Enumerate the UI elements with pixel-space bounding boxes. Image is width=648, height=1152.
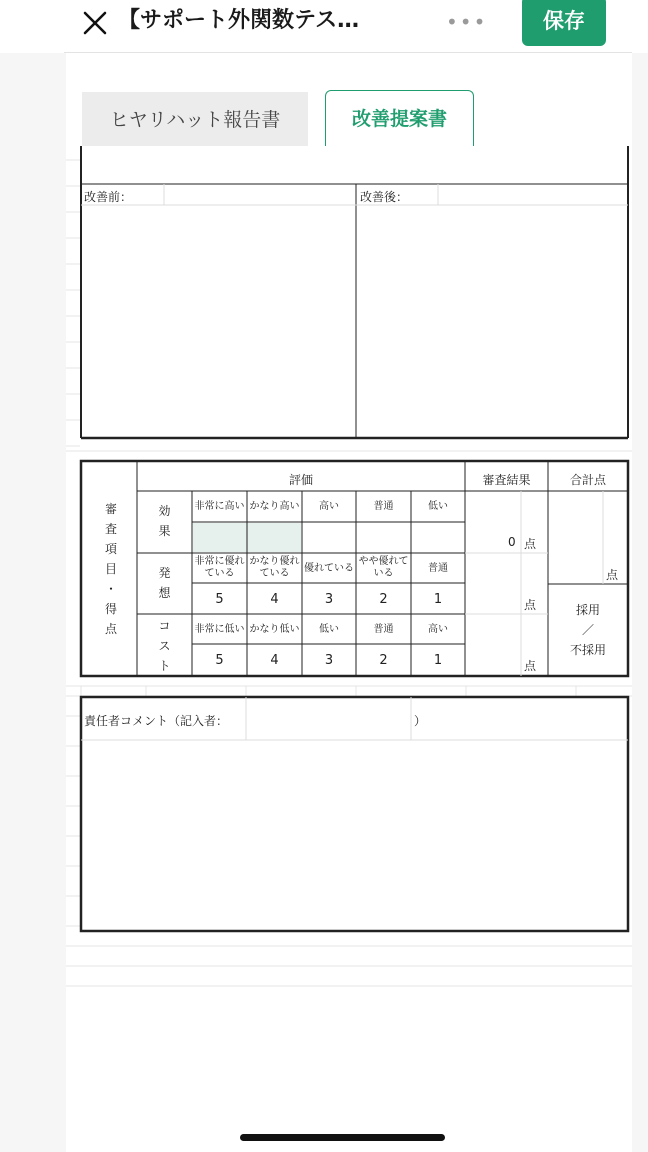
review-result-header: 審査結果: [482, 473, 531, 487]
spreadsheet-view[interactable]: [66, 146, 632, 1106]
tab-improvement-proposal[interactable]: 改善提案書: [325, 90, 474, 146]
after-content-area[interactable]: [358, 206, 627, 436]
score-cell[interactable]: 3: [324, 653, 334, 668]
more-options-icon[interactable]: •••: [446, 10, 488, 34]
option-cell[interactable]: かなり低い: [249, 624, 300, 635]
row-label-effect: 効 果: [158, 504, 171, 538]
score-cell[interactable]: 3: [324, 592, 334, 607]
option-cell[interactable]: 高い: [428, 624, 448, 635]
after-label: 改善後：: [360, 190, 409, 204]
manager-comment-label: 責任者コメント（記入者：: [84, 714, 229, 728]
score-cell[interactable]: 4: [270, 653, 279, 668]
score-cell[interactable]: 5: [215, 592, 224, 607]
effect-result-unit: 点: [524, 537, 537, 551]
tab-hiyari-hatto-report[interactable]: ヒヤリハット報告書: [82, 92, 308, 146]
score-cell[interactable]: 4: [270, 592, 279, 607]
score-cell[interactable]: 5: [215, 653, 224, 668]
sheet-gutter-right: [632, 53, 648, 1152]
home-indicator: [240, 1134, 445, 1141]
option-cell[interactable]: 低い: [319, 624, 339, 635]
top-bar: [0, 0, 648, 52]
option-cell[interactable]: 優れている: [304, 563, 354, 574]
option-cell[interactable]: 高い: [319, 501, 339, 512]
score-cell[interactable]: 2: [379, 653, 388, 668]
review-items-side-label: 審 査 項 目 ・ 得 点: [104, 502, 117, 636]
comment-content-area[interactable]: [83, 742, 627, 928]
option-cell[interactable]: かなり優れている: [249, 556, 300, 579]
score-cell[interactable]: 1: [433, 592, 443, 607]
manager-comment-close: ）: [414, 714, 427, 728]
option-cell[interactable]: 非常に低い: [194, 624, 245, 635]
cost-result-unit: 点: [524, 659, 537, 673]
before-content-area[interactable]: [83, 206, 355, 436]
before-label: 改善前：: [84, 190, 133, 204]
total-score-header: 合計点: [569, 473, 606, 487]
adoption-decision[interactable]: 採用 ／ 不採用: [569, 603, 606, 657]
row-label-idea: 発 想: [158, 566, 171, 600]
option-cell[interactable]: 普通: [373, 501, 394, 512]
option-cell[interactable]: かなり高い: [249, 501, 300, 512]
close-icon[interactable]: [78, 6, 112, 40]
effect-result-value: 0: [508, 535, 516, 549]
row-label-cost: コ ス ト: [158, 619, 171, 673]
option-cell[interactable]: 普通: [373, 624, 394, 635]
option-cell[interactable]: 低い: [428, 501, 448, 512]
document-title: 【サポート外関数テス…: [118, 8, 360, 33]
total-score-unit: 点: [606, 568, 619, 582]
option-cell[interactable]: 普通: [428, 563, 448, 574]
evaluation-header: 評価: [288, 473, 313, 487]
option-cell[interactable]: 非常に優れている: [194, 556, 245, 579]
header-divider: [64, 52, 632, 53]
option-cell[interactable]: 非常に高い: [194, 501, 245, 512]
option-cell[interactable]: やや優れている: [358, 556, 409, 579]
sheet-gutter-left: [0, 53, 66, 1152]
score-cell[interactable]: 2: [379, 592, 388, 607]
score-cell[interactable]: 1: [433, 653, 443, 668]
save-button[interactable]: 保存: [522, 0, 606, 46]
idea-result-unit: 点: [524, 598, 537, 612]
